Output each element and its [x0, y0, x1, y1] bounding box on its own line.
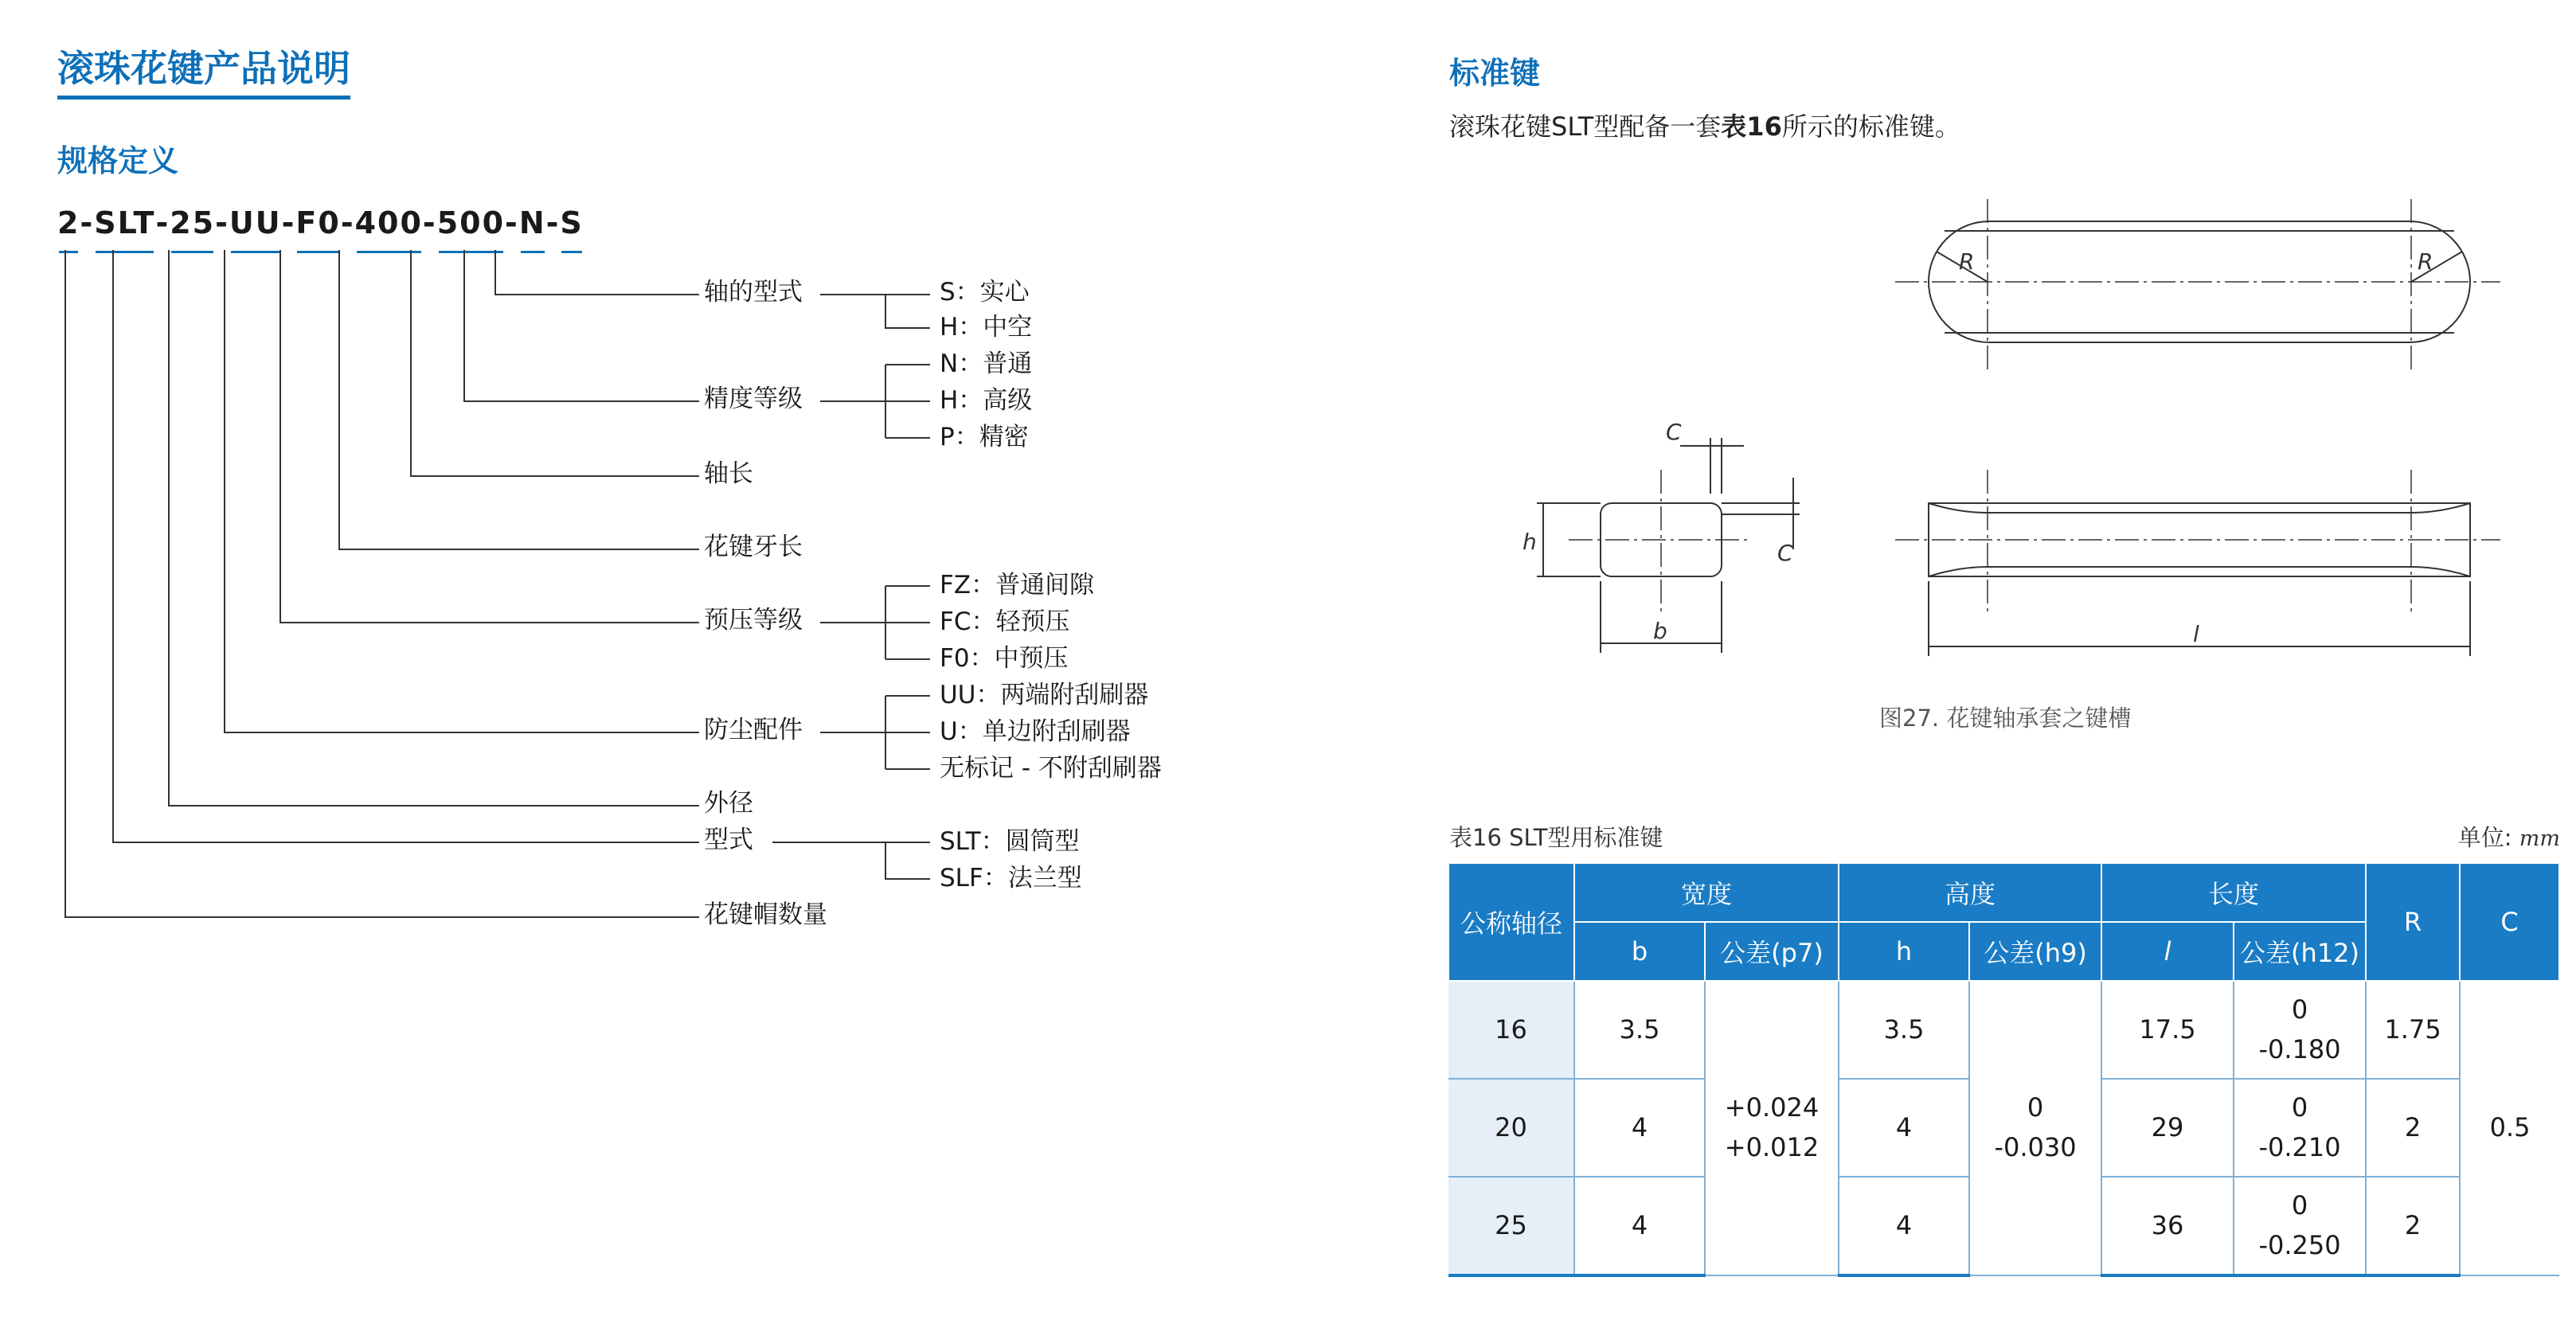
- cell-tol-h12: [2234, 1079, 2366, 1177]
- cell-shaft: 16: [1448, 981, 1574, 1079]
- cell-c: 0.5: [2460, 981, 2559, 1275]
- tol-h12-lower: -0.180: [2258, 1033, 2341, 1064]
- code-type: SLT: [94, 205, 156, 240]
- code-spline-length: 400: [354, 205, 423, 240]
- header-width: 宽度: [1574, 863, 1839, 922]
- header-shaft: 公称轴径: [1448, 863, 1574, 981]
- tol-h9-upper: 0: [2027, 1092, 2044, 1123]
- tol-h12-upper: 0: [2291, 994, 2308, 1025]
- code-accuracy: N: [518, 205, 546, 240]
- leader-shaft-type: [495, 250, 699, 295]
- header-tol-p7: 公差(p7): [1705, 922, 1839, 981]
- label-dust: 防尘配件: [704, 716, 803, 744]
- code-sep: -: [505, 205, 519, 240]
- header-l: l: [2101, 922, 2234, 981]
- spec-definition-heading: 规格定义: [57, 143, 179, 178]
- tol-h12-upper: 0: [2291, 1092, 2308, 1123]
- unit-label: [2458, 820, 2560, 853]
- cell-tol-p7: [1705, 981, 1839, 1275]
- label-nut-count: 花键帽数量: [704, 900, 827, 929]
- label-type: 型式: [704, 826, 753, 854]
- label-c-top: C: [1666, 419, 1682, 445]
- label-b: b: [1653, 618, 1667, 644]
- cell-tol-h12: [2234, 1177, 2366, 1275]
- label-preload: 预压等级: [704, 606, 803, 635]
- cell-h: 4: [1839, 1079, 1969, 1177]
- table-row: [1448, 981, 2559, 1079]
- header-tol-h12: 公差(h12): [2234, 922, 2366, 981]
- cell-r: 2: [2366, 1177, 2460, 1275]
- cell-b: 3.5: [1574, 981, 1705, 1079]
- cell-l: 36: [2101, 1177, 2234, 1275]
- code-sep: -: [545, 205, 561, 240]
- cell-r: 1.75: [2366, 981, 2460, 1079]
- label-l: l: [2193, 621, 2199, 647]
- option-dust-none: 无标记 - 不附刮刷器: [940, 754, 1162, 783]
- unit-value: mm: [2519, 826, 2560, 851]
- key-drawing: [1481, 175, 2516, 669]
- option-shaft-solid: S：实心: [940, 278, 1030, 307]
- label-shaft-length: 轴长: [704, 459, 753, 488]
- code-sep: -: [215, 205, 229, 240]
- cell-shaft: 20: [1448, 1079, 1574, 1177]
- label-r-left: R: [1959, 248, 1975, 275]
- option-preload-fz: FZ：普通间隙: [940, 571, 1095, 600]
- label-shaft-type: 轴的型式: [704, 278, 803, 307]
- cell-b: 4: [1574, 1079, 1705, 1177]
- code-outer-diameter: 25: [170, 205, 216, 240]
- cell-b: 4: [1574, 1177, 1705, 1275]
- tol-h12-lower: -0.250: [2258, 1229, 2341, 1260]
- intro-after: 所示的标准键。: [1781, 111, 1960, 142]
- option-accuracy-normal: N：普通: [940, 350, 1033, 378]
- cell-h: 3.5: [1839, 981, 1969, 1079]
- option-preload-fc: FC：轻预压: [940, 607, 1070, 636]
- code-sep: -: [281, 205, 296, 240]
- label-accuracy: 精度等级: [704, 385, 803, 413]
- label-r-right: R: [2418, 248, 2433, 275]
- leader-dust: [225, 250, 699, 732]
- leader-nut-count: [65, 250, 699, 917]
- standard-key-heading: 标准键: [1449, 56, 1541, 91]
- code-sep: -: [422, 205, 437, 240]
- header-length: 长度: [2101, 863, 2366, 922]
- tol-p7-upper: +0.024: [1724, 1092, 1820, 1123]
- label-c-side: C: [1777, 540, 1793, 566]
- cell-tol-h12: [2234, 981, 2366, 1079]
- standard-key-table: [1448, 862, 2560, 1277]
- code-sep: -: [155, 205, 170, 240]
- label-h: h: [1523, 529, 1537, 555]
- tol-h12-lower: -0.210: [2258, 1131, 2341, 1162]
- leader-shaft-length: [411, 250, 699, 476]
- header-b: b: [1574, 922, 1705, 981]
- spec-leader-lines: [0, 0, 1274, 955]
- tol-h12-upper: 0: [2291, 1189, 2308, 1221]
- code-sep: -: [340, 205, 355, 240]
- code-shaft-type: S: [560, 205, 584, 240]
- option-dust-uu: UU：两端附刮刷器: [940, 681, 1149, 709]
- option-shaft-hollow: H：中空: [940, 313, 1033, 342]
- intro-table-ref: 表16: [1721, 111, 1782, 142]
- tol-p7-lower: +0.012: [1724, 1132, 1820, 1162]
- intro-before: 滚珠花键SLT型配备一套: [1449, 111, 1722, 142]
- option-type-slt: SLT：圆筒型: [940, 827, 1080, 856]
- code-sep: -: [80, 205, 95, 240]
- intro-text: [1449, 107, 1960, 143]
- leader-accuracy: [464, 250, 699, 401]
- tol-h9-lower: -0.030: [1994, 1132, 2077, 1162]
- code-dust: UU: [229, 205, 282, 240]
- leader-type: [113, 250, 699, 842]
- code-nut-count: 2: [57, 205, 80, 240]
- figure-caption: 图27. 花键轴承套之键槽: [1879, 705, 2132, 732]
- cell-l: 17.5: [2101, 981, 2234, 1079]
- option-accuracy-high: H：高级: [940, 386, 1033, 415]
- cell-h: 4: [1839, 1177, 1969, 1275]
- header-tol-h9: 公差(h9): [1969, 922, 2101, 981]
- leader-outer-diameter: [169, 250, 699, 806]
- leader-preload: [280, 250, 699, 623]
- code-shaft-length: 500: [436, 205, 506, 240]
- label-spline-length: 花键牙长: [704, 533, 803, 561]
- header-c: C: [2460, 863, 2559, 981]
- label-outer-diameter: 外径: [704, 789, 753, 818]
- header-r: R: [2366, 863, 2460, 981]
- option-preload-f0: F0：中预压: [940, 644, 1069, 673]
- table-caption: 表16 SLT型用标准键: [1449, 824, 1663, 851]
- header-h: h: [1839, 922, 1969, 981]
- page-title: 滚珠花键产品说明: [57, 46, 350, 100]
- cell-r: 2: [2366, 1079, 2460, 1177]
- option-accuracy-precision: P：精密: [940, 423, 1029, 451]
- cell-tol-h9: [1969, 981, 2101, 1275]
- header-height: 高度: [1839, 863, 2101, 922]
- option-type-slf: SLF：法兰型: [940, 864, 1082, 892]
- option-dust-u: U：单边附刮刷器: [940, 717, 1131, 746]
- cell-l: 29: [2101, 1079, 2234, 1177]
- code-preload: F0: [295, 205, 341, 240]
- unit-text: 单位:: [2457, 824, 2512, 851]
- cell-shaft: 25: [1448, 1177, 1574, 1275]
